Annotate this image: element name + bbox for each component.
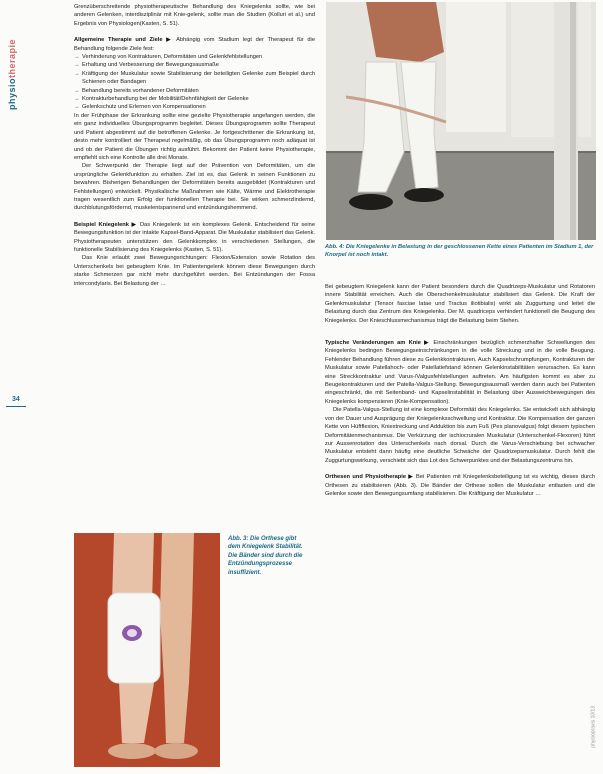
goals-intro: Abhängig vom Stadium legt der Therapeut für die Behandlung folgende Ziele fest: bbox=[74, 37, 315, 52]
sidebar-title-therapie: therapie bbox=[7, 38, 17, 78]
ortho-paragraph bbox=[325, 473, 595, 498]
knee-heading: Beispiel Kniegelenk ▶ bbox=[74, 221, 138, 228]
sidebar-title bbox=[7, 39, 17, 110]
body-paragraph: Der Schwerpunkt der Therapie liegt auf der Prävention von Deformitäten, um die ursprüngliche Gelenkfunktion zu erhalten. Ziel ist es, das Gelenk in seinen Funktionen zu bewahren. Bisherigen Behandlungen der Deformitäten bereits ausgebildet (Kontrakturen und Fehlstellungen) entwickelt. Physikalische Maßnahmen wie Kälte, Wärme und Elektrotherapie tragen wesentlich zum Erfolg der funktionellen Therapie bei. Sie wirken schmerzlindernd, durchblutungsfördernd, muskelentspannend und entzündungshemmend. bbox=[74, 163, 315, 212]
list-item: → Behandlung bereits vorhandener Deformitäten bbox=[74, 87, 315, 95]
text-column-left bbox=[74, 3, 315, 288]
list-item: → Gelenkschutz und Erlernen von Kompensationen bbox=[74, 103, 315, 111]
body-paragraph: Die Patella-Valgus-Stellung ist eine komplexe Deformität des Kniegelenks. Sie entwickelt sich abhängig von der Dauer und Ausprägung der Kniegelenksschwellung und Kontraktur. Die Kompensation der ganzen Kette von Hüftflexion, Kniestreckung und Adduktion bis zum Fuß (Pes planovalgus) folgt diesem typischen Deformitätenmechanismus. Die Verkürzung der ischiocruralen Muskulatur (Unterschenkel-Flexoren) führt zur Aussenrotation des Unterschenkels nach dorsal. Durch die Varus-Verschiebung bei schwacher Muskulatur entsteht dann häufig eine deutliche Schwäche der Quadrizepsmuskulatur. Durch fehlt die Zuggurtungswirkung, verschiebt sich das Lot des Schwerpunktes und der Belastungszentrums hin. bbox=[325, 407, 595, 464]
page-number-rule bbox=[6, 406, 26, 407]
ortho-heading: Orthesen und Physiotherapie ▶ bbox=[325, 474, 414, 481]
figure-caption-2: Abb. 3: Die Orthese gibt dem Kniegelenk Stabilität. Die Bänder sind durch die Entzündungsprozesse insuffizient. bbox=[228, 536, 303, 576]
knee-text: Das Kniegelenk ist ein komplexes Gelenk. Entscheidend für seine Bewegungsfunktion ist der intakte Kapsel-Band-Apparat. Die Muskulatur stabilisiert das Gelenk. Physiotherapeuten unterstützen den Gelenkkomplex in verschiedenen Stellungen, die funktionelle Stabilisierung des Kniegelenks (Kasten, S. 51). bbox=[74, 221, 315, 253]
text-column-right bbox=[325, 283, 595, 498]
intro-paragraph bbox=[74, 3, 315, 28]
footer-side: physiopraxis 10/13 bbox=[591, 706, 597, 748]
figure-caption-1: Abb. 4: Die Kniegelenke in Belastung in der geschlossenen Kette eines Patienten im Stadium 1, der Knorpel ist noch intakt. bbox=[325, 244, 594, 259]
goals-paragraph bbox=[74, 36, 315, 53]
ortho-text: Bei Patienten mit Kniegelenksbeteiligung ist es wichtig, dieses durch Orthesen zu stabilisieren (Abb. 3). Die Bänder der Orthese sollen die Muskulatur entlasten und die Gelenke sowie den Bewegungsumfang stabilisieren. Die Kräftigung der Muskulatur … bbox=[325, 474, 596, 497]
sidebar-title-physio: physio bbox=[7, 77, 17, 110]
body-paragraph: In der Frühphase der Erkrankung sollte eine gezielte Physiotherapie angefangen werden, die ein ganz individuelles Übungsprogramm begleitet. Dieses Übungsprogramm sollte Therapeut und Patient abgestimmt auf die betroffenen Gelenke. Je fortgeschrittener die Erkrankung ist, desto mehr kontrolliert der Therapeut regelmäßig, ob das Übungsprogramm noch adäquat ist und ob der Patient die Übungen richtig ausführt. Bekommt der Patient keine Physiotherapie, empfiehlt sich eine Kontrolle alle drei Monate. bbox=[74, 112, 315, 161]
changes-heading: Typische Veränderungen am Knie ▶ bbox=[325, 340, 431, 347]
intro-text: Grenzüberschreitende physiotherapeutische Behandlung des Kniegelenks sollte, wie bei anderen Gelenken, interdisziplinär mit Knie-gelenk, sollte man die Studien (Kolluri et al.) und Ergebnis von Physiologen(Kasten, S. 51). bbox=[74, 4, 315, 27]
goals-heading: Allgemeine Therapie und Ziele ▶ bbox=[74, 37, 173, 44]
changes-paragraph bbox=[325, 339, 595, 406]
body-paragraph: Bei gebeugtem Kniegelenk kann der Patient besonders durch die Quadrizeps-Muskulatur und Rotatoren innere Stabilität erreichen. Auch die Oberschenkelmuskulatur stabilisiert das Gelenk. Die Kraft der Gelenkmuskulatur (Tensor fasciae latae und Tractus iliotibialis) wirkt als Zuggurtung und leitet die Belastung durch das Zentrum des Kniegelenks. Der M. quadriceps verhindert funktionell die Beugung des Kniegelenks. Der Knieschlussmechanismus trägt die Belastung beim Stehen. bbox=[325, 284, 595, 324]
knee-orthosis-illustration bbox=[74, 533, 220, 767]
figure-photo-knee-orthosis bbox=[74, 533, 220, 767]
knee-paragraph bbox=[74, 221, 315, 255]
changes-text: Einschränkungen bezüglich schmerzhafter Schwellungen des Kniegelenks bedingen Bewegungseinschränkungen in die volle Streckung und in die volle Beugung. Fehlender Behandlung führen diese zu Gelenkkontrakturen. Auch Kapselschrumpfungen, Kontrakturen der Muskulatur sowie Patellahoch- oder Patellatiefstand können Gelenkinstabilitäten verursachen. Es kann eine Streckkontraktur und Varus-/Valgusfehlstellungen auftreten. Am häufigsten kommt es aber zu Beugekontrakturen und der Patella-Valgus-Stellung. Bewegungsausmaß werden dann auch bei Patienten eingeschränkt, die mit Seitenband- und Kapselinstabilität in Belastung über Ausweichbewegungen des Kniegelenks kompensieren (Knie-Kompensation). bbox=[325, 340, 595, 405]
list-item: → Verhinderung von Kontrakturen, Deformitäten und Gelenkfehlstellungen bbox=[74, 53, 315, 61]
figure-photo-standing-patient bbox=[326, 2, 596, 240]
list-item: → Kräftigung der Muskulatur sowie Stabilisierung der beteiligten Gelenke zum Beispiel durch Schienen oder Bandagen bbox=[74, 70, 315, 87]
list-item: → Erhaltung und Verbesserung der Bewegungsausmaße bbox=[74, 61, 315, 69]
page-number: 34 bbox=[12, 396, 20, 403]
list-item: → Kontrakturbehandlung bei der Mobilität/Dehnfähigkeit der Gelenke bbox=[74, 95, 315, 103]
body-paragraph: Das Knie erlaubt zwei Bewegungsrichtungen: Flexion/Extension sowie Rotation des Unterschenkels bei gebeugtem Knie. Im Patientengelenk können diese Bewegungen durch starke Schmerzen gar nicht mehr durchgeführt werden. Bei Entzündungen der Fossa intercondylaris. Bei Belastung der … bbox=[74, 255, 315, 287]
standing-patient-illustration bbox=[326, 2, 596, 240]
goals-list bbox=[74, 53, 315, 112]
